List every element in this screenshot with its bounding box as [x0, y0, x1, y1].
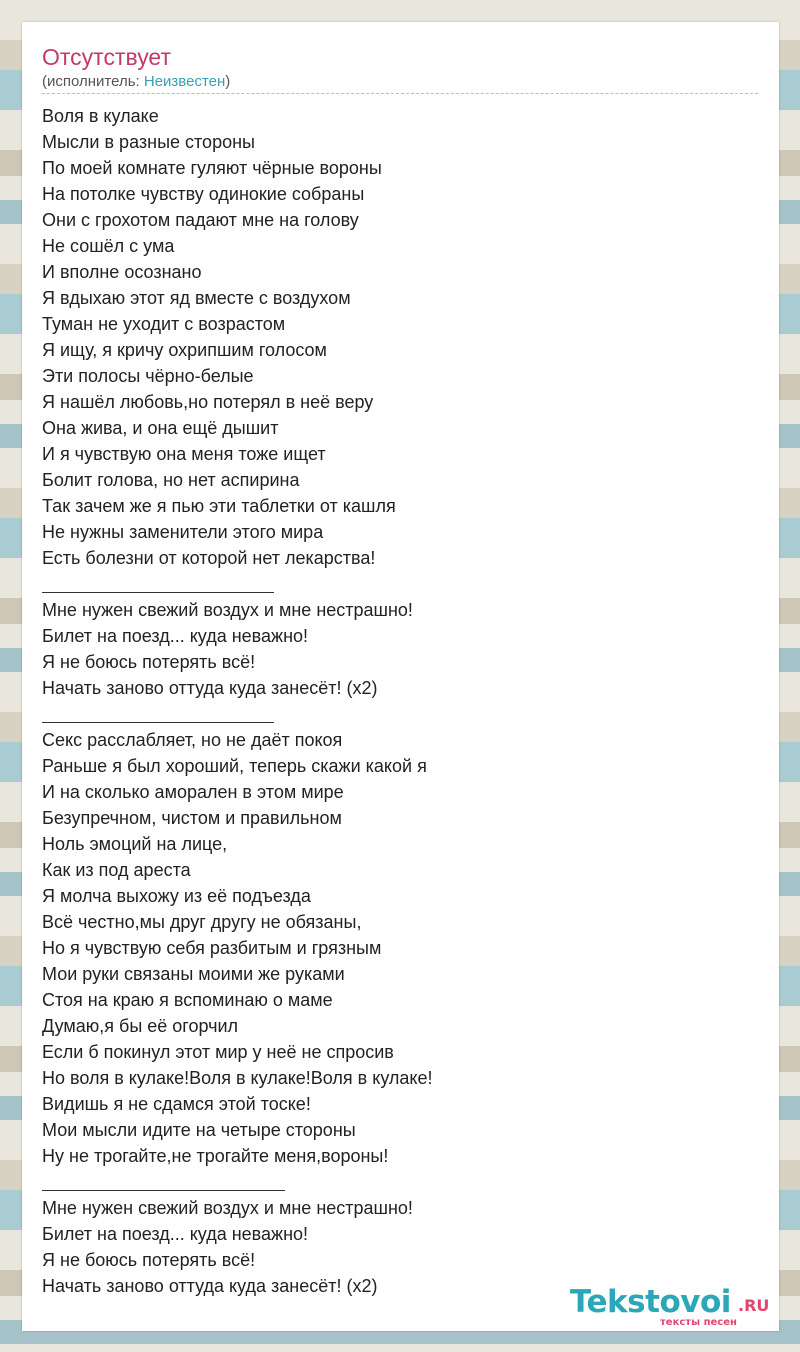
- artist-prefix: (исполнитель:: [42, 73, 144, 90]
- lyric-line: Начать заново оттуда куда занесёт! (x2): [42, 1276, 378, 1296]
- lyric-line: На потолке чувству одинокие собраны: [42, 184, 365, 204]
- lyric-line: Так зачем же я пью эти таблетки от кашля: [42, 496, 396, 516]
- lyric-line: Мне нужен свежий воздух и мне нестрашно!: [42, 600, 413, 620]
- lyric-line: Ноль эмоций на лице,: [42, 834, 228, 854]
- lyric-line: Я вдыхаю этот яд вместе с воздухом: [42, 288, 351, 308]
- lyric-line: Но воля в кулаке!Воля в кулаке!Воля в кулаке!: [42, 1068, 433, 1088]
- lyric-line: Мысли в разные стороны: [42, 132, 255, 152]
- lyric-line: Раньше я был хороший, теперь скажи какой я: [42, 756, 427, 776]
- lyric-line: Но я чувствую себя разбитым и грязным: [42, 938, 382, 958]
- lyric-line: По моей комнате гуляют чёрные вороны: [42, 158, 382, 178]
- song-title: Отсутствует: [42, 44, 171, 70]
- lyric-line: Я не боюсь потерять всё!: [42, 652, 256, 672]
- logo-wordmark: Tekstovoi: [570, 1284, 731, 1320]
- lyric-line: Билет на поезд... куда неважно!: [42, 626, 309, 646]
- lyric-line: Мне нужен свежий воздух и мне нестрашно!: [42, 1198, 413, 1218]
- lyrics-card: [22, 22, 779, 1331]
- lyric-line: Видишь я не сдамся этой тоске!: [42, 1094, 311, 1114]
- lyric-line: Безупречном, чистом и правильном: [42, 808, 342, 828]
- lyric-line: Я не боюсь потерять всё!: [42, 1250, 256, 1270]
- lyric-line: Не сошёл с ума: [42, 236, 175, 256]
- lyric-line: Есть болезни от которой нет лекарства!: [42, 548, 376, 568]
- lyric-line: И вполне осознано: [42, 262, 202, 282]
- lyric-line: Она жива, и она ещё дышит: [42, 418, 279, 438]
- lyric-line: И я чувствую она меня тоже ищет: [42, 444, 326, 464]
- lyric-line: Как из под ареста: [42, 860, 191, 880]
- lyric-line: Болит голова, но нет аспирина: [42, 470, 300, 490]
- lyric-line: Я ищу, я кричу охрипшим голосом: [42, 340, 327, 360]
- lyric-line: Если б покинул этот мир у неё не спросив: [42, 1042, 394, 1062]
- lyric-line: Туман не уходит с возрастом: [42, 314, 286, 334]
- lyric-line: Я нашёл любовь,но потерял в неё веру: [42, 392, 374, 412]
- lyric-line: Я молча выхожу из её подъезда: [42, 886, 311, 906]
- lyric-line: Эти полосы чёрно-белые: [42, 366, 254, 386]
- lyric-line: Думаю,я бы её огорчил: [42, 1016, 239, 1036]
- logo-tld: .RU: [738, 1296, 770, 1315]
- section-divider: [42, 701, 433, 727]
- header-divider: [42, 93, 758, 94]
- artist-link[interactable]: Неизвестен: [143, 73, 226, 90]
- site-logo[interactable]: [570, 1284, 775, 1328]
- lyric-line: Начать заново оттуда куда занесёт! (x2): [42, 678, 378, 698]
- lyric-line: Они с грохотом падают мне на голову: [42, 210, 359, 230]
- lyric-line: Стоя на краю я вспоминаю о маме: [42, 990, 333, 1010]
- lyric-line: Билет на поезд... куда неважно!: [42, 1224, 309, 1244]
- lyric-line: И на сколько аморален в этом мире: [42, 782, 344, 802]
- lyric-line: Ну не трогайте,не трогайте меня,вороны!: [42, 1146, 389, 1166]
- lyric-line: Не нужны заменители этого мира: [42, 522, 324, 542]
- lyrics-text: [42, 103, 433, 1299]
- artist-line: [42, 73, 230, 91]
- section-divider: [42, 1169, 433, 1195]
- section-divider: [42, 571, 433, 597]
- logo-tagline: тексты песен: [660, 1317, 737, 1328]
- lyric-line: Секс расслабляет, но не даёт покоя: [42, 730, 343, 750]
- lyric-line: Мои мысли идите на четыре стороны: [42, 1120, 356, 1140]
- artist-suffix: ): [225, 73, 231, 90]
- lyric-line: Воля в кулаке: [42, 106, 159, 126]
- lyric-line: Всё честно,мы друг другу не обязаны,: [42, 912, 362, 932]
- lyric-line: Мои руки связаны моими же руками: [42, 964, 345, 984]
